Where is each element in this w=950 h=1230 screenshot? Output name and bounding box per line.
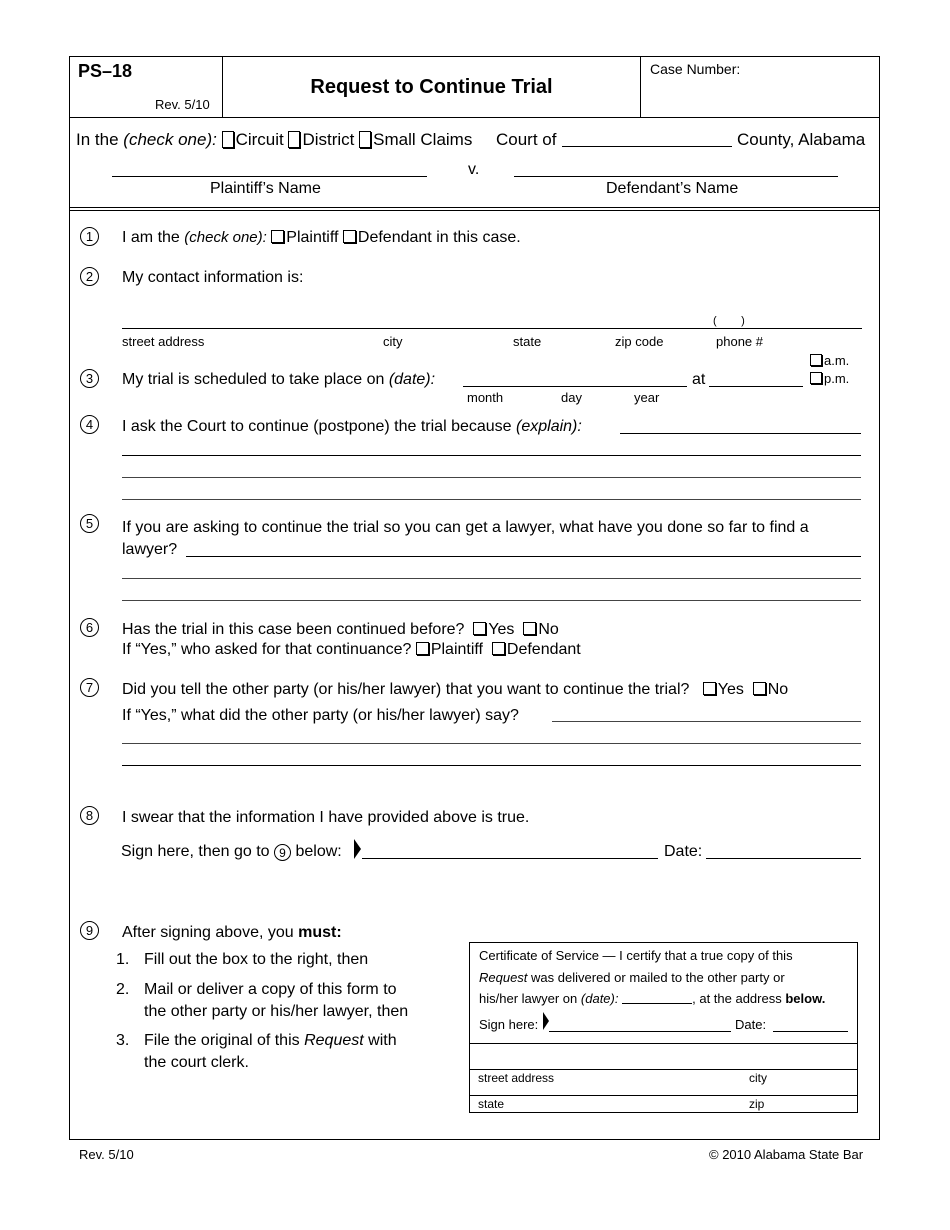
q7-yes-label: Yes: [717, 681, 744, 698]
reason-line-4[interactable]: [122, 499, 861, 500]
q1-suffix: in this case.: [436, 229, 521, 246]
step-3-pre: File the original of this: [144, 1032, 300, 1049]
q7-line2: If “Yes,” what did the other party (or his/her lawyer) say?: [122, 707, 519, 724]
am-option: [810, 353, 849, 369]
cert-date-field[interactable]: [773, 1031, 848, 1032]
court-selection-line: [76, 130, 472, 150]
phone-label: phone #: [716, 334, 763, 349]
q9-intro-must: must:: [298, 924, 342, 941]
q1-plaintiff-checkbox[interactable]: [271, 230, 284, 243]
q1-defendant-label: Defendant: [357, 229, 432, 246]
reason-line-2[interactable]: [122, 455, 861, 456]
item-number-4: 4: [80, 415, 99, 434]
in-the-label: In the: [76, 130, 119, 149]
item-number-6: 6: [80, 618, 99, 637]
q6-defendant-checkbox[interactable]: [492, 642, 505, 655]
am-checkbox[interactable]: [810, 354, 822, 366]
page-title: Request to Continue Trial: [310, 76, 553, 98]
q1-defendant-checkbox[interactable]: [343, 230, 356, 243]
check-one-label: (check one):: [123, 130, 217, 149]
defendant-name-field[interactable]: [514, 176, 838, 177]
header-rev: Rev. 5/10: [155, 97, 210, 112]
header-divider-right: [640, 56, 641, 118]
q5-line2: lawyer?: [122, 541, 178, 558]
q7-yes-checkbox[interactable]: [703, 682, 716, 695]
year-label: year: [634, 390, 660, 405]
step-3-text-1: [144, 1031, 397, 1050]
footer-copyright: © 2010 Alabama State Bar: [709, 1147, 864, 1162]
item-number-3: 3: [80, 369, 99, 388]
step-3-text-2: the court clerk.: [144, 1054, 249, 1071]
form-id: PS–18: [78, 61, 133, 81]
header-bottom-rule: [69, 117, 880, 118]
response-line-3[interactable]: [122, 765, 861, 766]
cert-city-label: city: [749, 1071, 767, 1085]
cert-service-date-field[interactable]: [622, 991, 692, 1004]
case-number-field[interactable]: [642, 78, 878, 116]
q6-no-label: No: [538, 621, 559, 638]
sign-ref-number: 9: [274, 844, 291, 861]
circuit-label: Circuit: [235, 130, 284, 149]
cert-street-label: street address: [478, 1071, 555, 1085]
step-2-text-1: Mail or deliver a copy of this form to: [144, 981, 397, 998]
q2-text: My contact information is:: [122, 269, 304, 286]
pm-label: p.m.: [824, 371, 850, 386]
q4-line: [122, 417, 582, 436]
cert-address-field[interactable]: [470, 1044, 857, 1069]
q3-date-label: (date):: [388, 371, 436, 388]
step-1: [116, 950, 129, 969]
step-2-text-2: the other party or his/her lawyer, then: [144, 1003, 409, 1020]
plaintiff-name-label: Plaintiff’s Name: [210, 180, 321, 197]
q6-defendant-label: Defendant: [506, 641, 581, 658]
zip-code-label: zip code: [615, 334, 664, 349]
item-number-9: 9: [80, 921, 99, 940]
response-line-1[interactable]: [552, 721, 861, 722]
street-address-label: street address: [122, 334, 205, 349]
footer-rev: Rev. 5/10: [79, 1147, 134, 1162]
q6-question: Has the trial in this case been continued before?: [122, 621, 465, 638]
cert-rule-2: [469, 1069, 858, 1070]
signature-date-field[interactable]: [706, 858, 861, 859]
small-claims-label: Small Claims: [373, 130, 473, 149]
q6-followup: If “Yes,” who asked for that continuance?: [122, 641, 412, 658]
plaintiff-name-field[interactable]: [112, 176, 427, 177]
reason-line-1[interactable]: [620, 433, 861, 434]
q8-sign-prefix: Sign here, then go to: [121, 843, 270, 860]
cert-line-3: [479, 991, 825, 1007]
sign-arrow-icon: [354, 839, 361, 859]
q3-at: at: [692, 371, 706, 388]
step-3-request: Request: [304, 1032, 364, 1049]
defendant-name-label: Defendant’s Name: [606, 180, 739, 197]
item-number-5: 5: [80, 514, 99, 533]
cert-l3-pre: his/her lawyer on: [479, 991, 578, 1006]
cert-state-label: state: [478, 1097, 505, 1111]
district-checkbox[interactable]: [288, 131, 300, 148]
step-3-number: 3.: [116, 1032, 130, 1049]
q1-prefix: I am the: [122, 229, 180, 246]
lawyer-line-3[interactable]: [122, 600, 861, 601]
city-label: city: [383, 334, 403, 349]
step-3-post: with: [368, 1032, 397, 1049]
q6-yes-label: Yes: [488, 621, 515, 638]
case-number-label: Case Number:: [650, 61, 741, 77]
q7-line1: [122, 680, 788, 699]
q3-text: My trial is scheduled to take place on: [122, 371, 385, 388]
cert-signature-field[interactable]: [549, 1031, 731, 1032]
section-rule-1: [69, 207, 880, 208]
q8-text: I swear that the information I have provided above is true.: [122, 809, 530, 826]
q1-line: [122, 228, 521, 247]
cert-l3-below: below.: [785, 991, 826, 1006]
step-1-text: Fill out the box to the right, then: [144, 951, 369, 968]
item-number-8: 8: [80, 806, 99, 825]
step-1-number: 1.: [116, 951, 130, 968]
response-line-2[interactable]: [122, 743, 861, 744]
item-number-2: 2: [80, 267, 99, 286]
q3-line: [122, 370, 435, 389]
small-claims-checkbox[interactable]: [359, 131, 371, 148]
cert-sign-label: Sign here:: [479, 1017, 539, 1032]
lawyer-line-2[interactable]: [122, 578, 861, 579]
phone-area-code: ( ): [713, 315, 745, 327]
q4-explain-label: (explain):: [516, 418, 582, 435]
circuit-checkbox[interactable]: [222, 131, 234, 148]
q7-no-checkbox[interactable]: [753, 682, 766, 695]
q6-no-checkbox[interactable]: [523, 622, 536, 635]
cert-zip-label: zip: [749, 1097, 765, 1111]
cert-line-1: Certificate of Service — I certify that a true copy of this: [479, 948, 793, 963]
am-label: a.m.: [824, 353, 850, 368]
county-alabama-label: County, Alabama: [737, 130, 866, 149]
q1-check-one: (check one):: [184, 229, 267, 246]
q6-line2: [122, 640, 581, 659]
q8-date-label: Date:: [664, 843, 703, 860]
cert-line-2: [479, 970, 785, 986]
month-label: month: [467, 390, 504, 405]
step-2-number: 2.: [116, 981, 130, 998]
reason-line-3[interactable]: [122, 477, 861, 478]
cert-line-2-text: was delivered or mailed to the other party or: [531, 970, 785, 985]
cert-sign-arrow-icon: [543, 1012, 549, 1030]
q4-text: I ask the Court to continue (postpone) the trial because: [122, 418, 512, 435]
court-of-label: Court of: [496, 130, 557, 149]
item-number-7: 7: [80, 678, 99, 697]
pm-option: [810, 371, 849, 387]
county-name-field[interactable]: [562, 146, 732, 147]
signature-field[interactable]: [362, 858, 658, 859]
pm-checkbox[interactable]: [810, 372, 822, 384]
q8-sign-line: [121, 842, 342, 861]
q6-plaintiff-checkbox[interactable]: [416, 642, 429, 655]
q5-line1: If you are asking to continue the trial so you can get a lawyer, what have you done so far to find a: [122, 519, 809, 536]
cert-l3-mid: , at the address: [692, 991, 782, 1006]
cert-l3-date: (date):: [580, 991, 619, 1006]
versus-label: v.: [468, 161, 480, 178]
q1-plaintiff-label: Plaintiff: [286, 229, 339, 246]
q9-intro: [122, 923, 342, 942]
contact-info-field[interactable]: [122, 328, 862, 329]
trial-time-field[interactable]: [709, 386, 803, 387]
q9-intro-text: After signing above, you: [122, 924, 294, 941]
q8-sign-suffix: below:: [295, 843, 342, 860]
trial-date-field[interactable]: [463, 386, 687, 387]
cert-date-label: Date:: [735, 1017, 767, 1032]
item-number-1: 1: [80, 227, 99, 246]
day-label: day: [561, 390, 582, 405]
lawyer-line-1[interactable]: [186, 556, 861, 557]
q6-plaintiff-label: Plaintiff: [430, 641, 483, 658]
state-label: state: [513, 334, 542, 349]
section-rule-2: [69, 210, 880, 211]
q6-line1: [122, 620, 559, 639]
q6-yes-checkbox[interactable]: [473, 622, 486, 635]
cert-rule-3: [469, 1095, 858, 1096]
q7-no-label: No: [767, 681, 789, 698]
district-label: District: [302, 130, 355, 149]
cert-request: Request: [479, 970, 528, 985]
q7-question: Did you tell the other party (or his/her lawyer) that you want to continue the trial?: [122, 681, 690, 698]
